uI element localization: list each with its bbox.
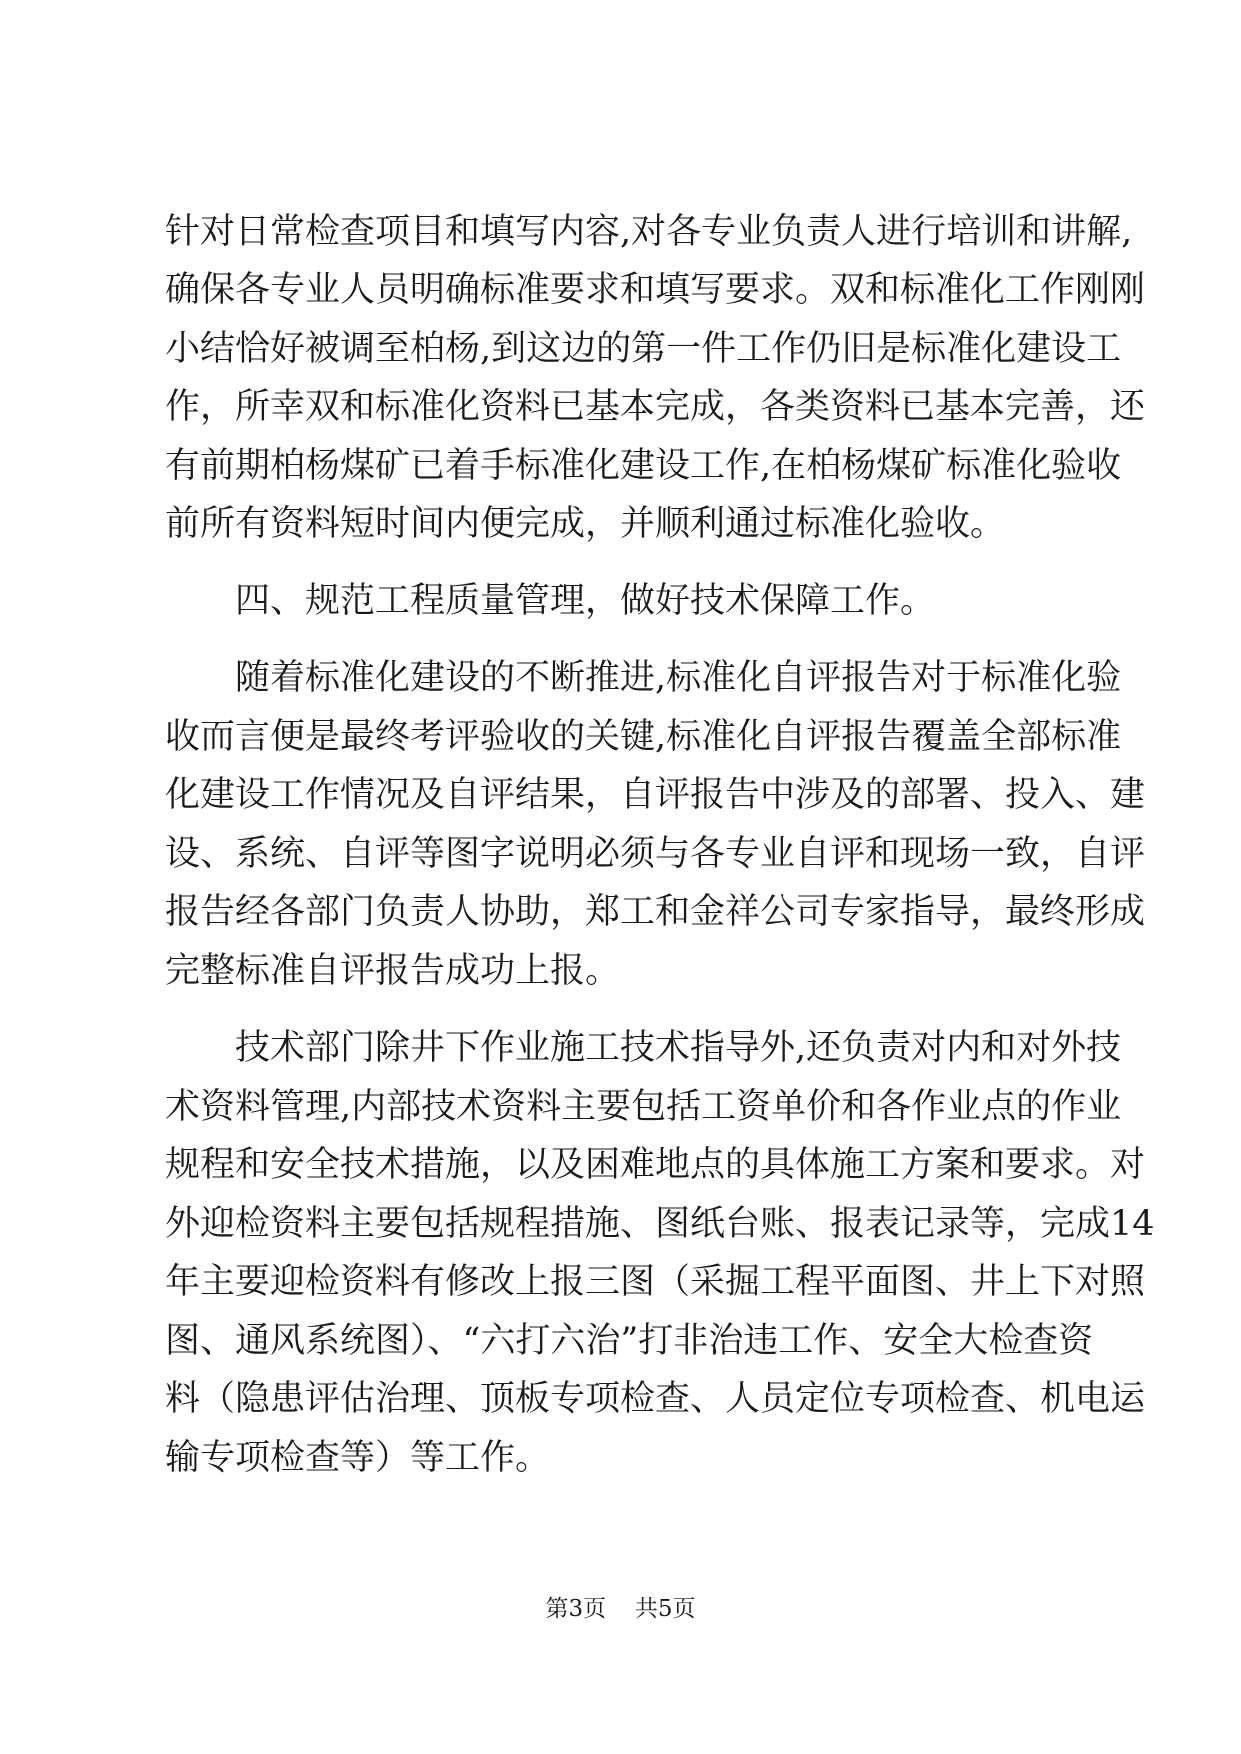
text-line: 有前期柏杨煤矿已着手标准化建设工作,在柏杨煤矿标准化验收 (165, 446, 1122, 486)
text-line: 输专项检查等）等工作。 (165, 1438, 551, 1478)
text-line: 作，所幸双和标准化资料已基本完成，各类资料已基本完善，还 (165, 387, 1146, 427)
text-line: 料（隐患评估治理、顶板专项检查、人员定位专项检查、机电运 (165, 1379, 1146, 1419)
text-line: 随着标准化建设的不断推进,标准化自评报告对于标准化验 (235, 658, 1122, 698)
text-line: 外迎检资料主要包括规程措施、图纸台账、报表记录等，完成14 (165, 1204, 1155, 1244)
text-line: 技术部门除井下作业施工技术指导外,还负责对内和对外技 (235, 1028, 1122, 1068)
total-pages: 共5页 (634, 1596, 696, 1622)
text-line: 设、系统、自评等图字说明必须与各专业自评和现场一致，自评 (165, 834, 1146, 874)
text-line: 前所有资料短时间内便完成，并顺利通过标准化验收。 (165, 504, 1006, 544)
text-line: 规程和安全技术措施，以及困难地点的具体施工方案和要求。对 (165, 1145, 1146, 1185)
text-line: 图、通风系统图）、“六打六治”打非治违工作、安全大检查资 (165, 1321, 1094, 1361)
text-line: 小结恰好被调至柏杨,到这边的第一件工作仍旧是标准化建设工 (165, 329, 1122, 369)
section-heading: 四、规范工程质量管理，做好技术保障工作。 (235, 581, 936, 621)
page-footer (0, 1592, 1241, 1626)
text-line: 完整标准自评报告成功上报。 (165, 951, 621, 991)
text-line: 年主要迎检资料有修改上报三图（采掘工程平面图、井上下对照 (165, 1262, 1146, 1302)
text-line: 收而言便是最终考评验收的关键,标准化自评报告覆盖全部标准 (165, 717, 1122, 757)
text-line: 术资料管理,内部技术资料主要包括工资单价和各作业点的作业 (165, 1087, 1122, 1127)
text-line: 化建设工作情况及自评结果，自评报告中涉及的部署、投入、建 (165, 775, 1146, 815)
text-line: 报告经各部门负责人协助，郑工和金祥公司专家指导，最终形成 (165, 892, 1146, 932)
page-number: 第3页 (545, 1596, 607, 1622)
text-line: 针对日常检查项目和填写内容,对各专业负责人进行培训和讲解, (165, 212, 1133, 252)
text-line: 确保各专业人员明确标准要求和填写要求。双和标准化工作刚刚 (165, 270, 1146, 310)
